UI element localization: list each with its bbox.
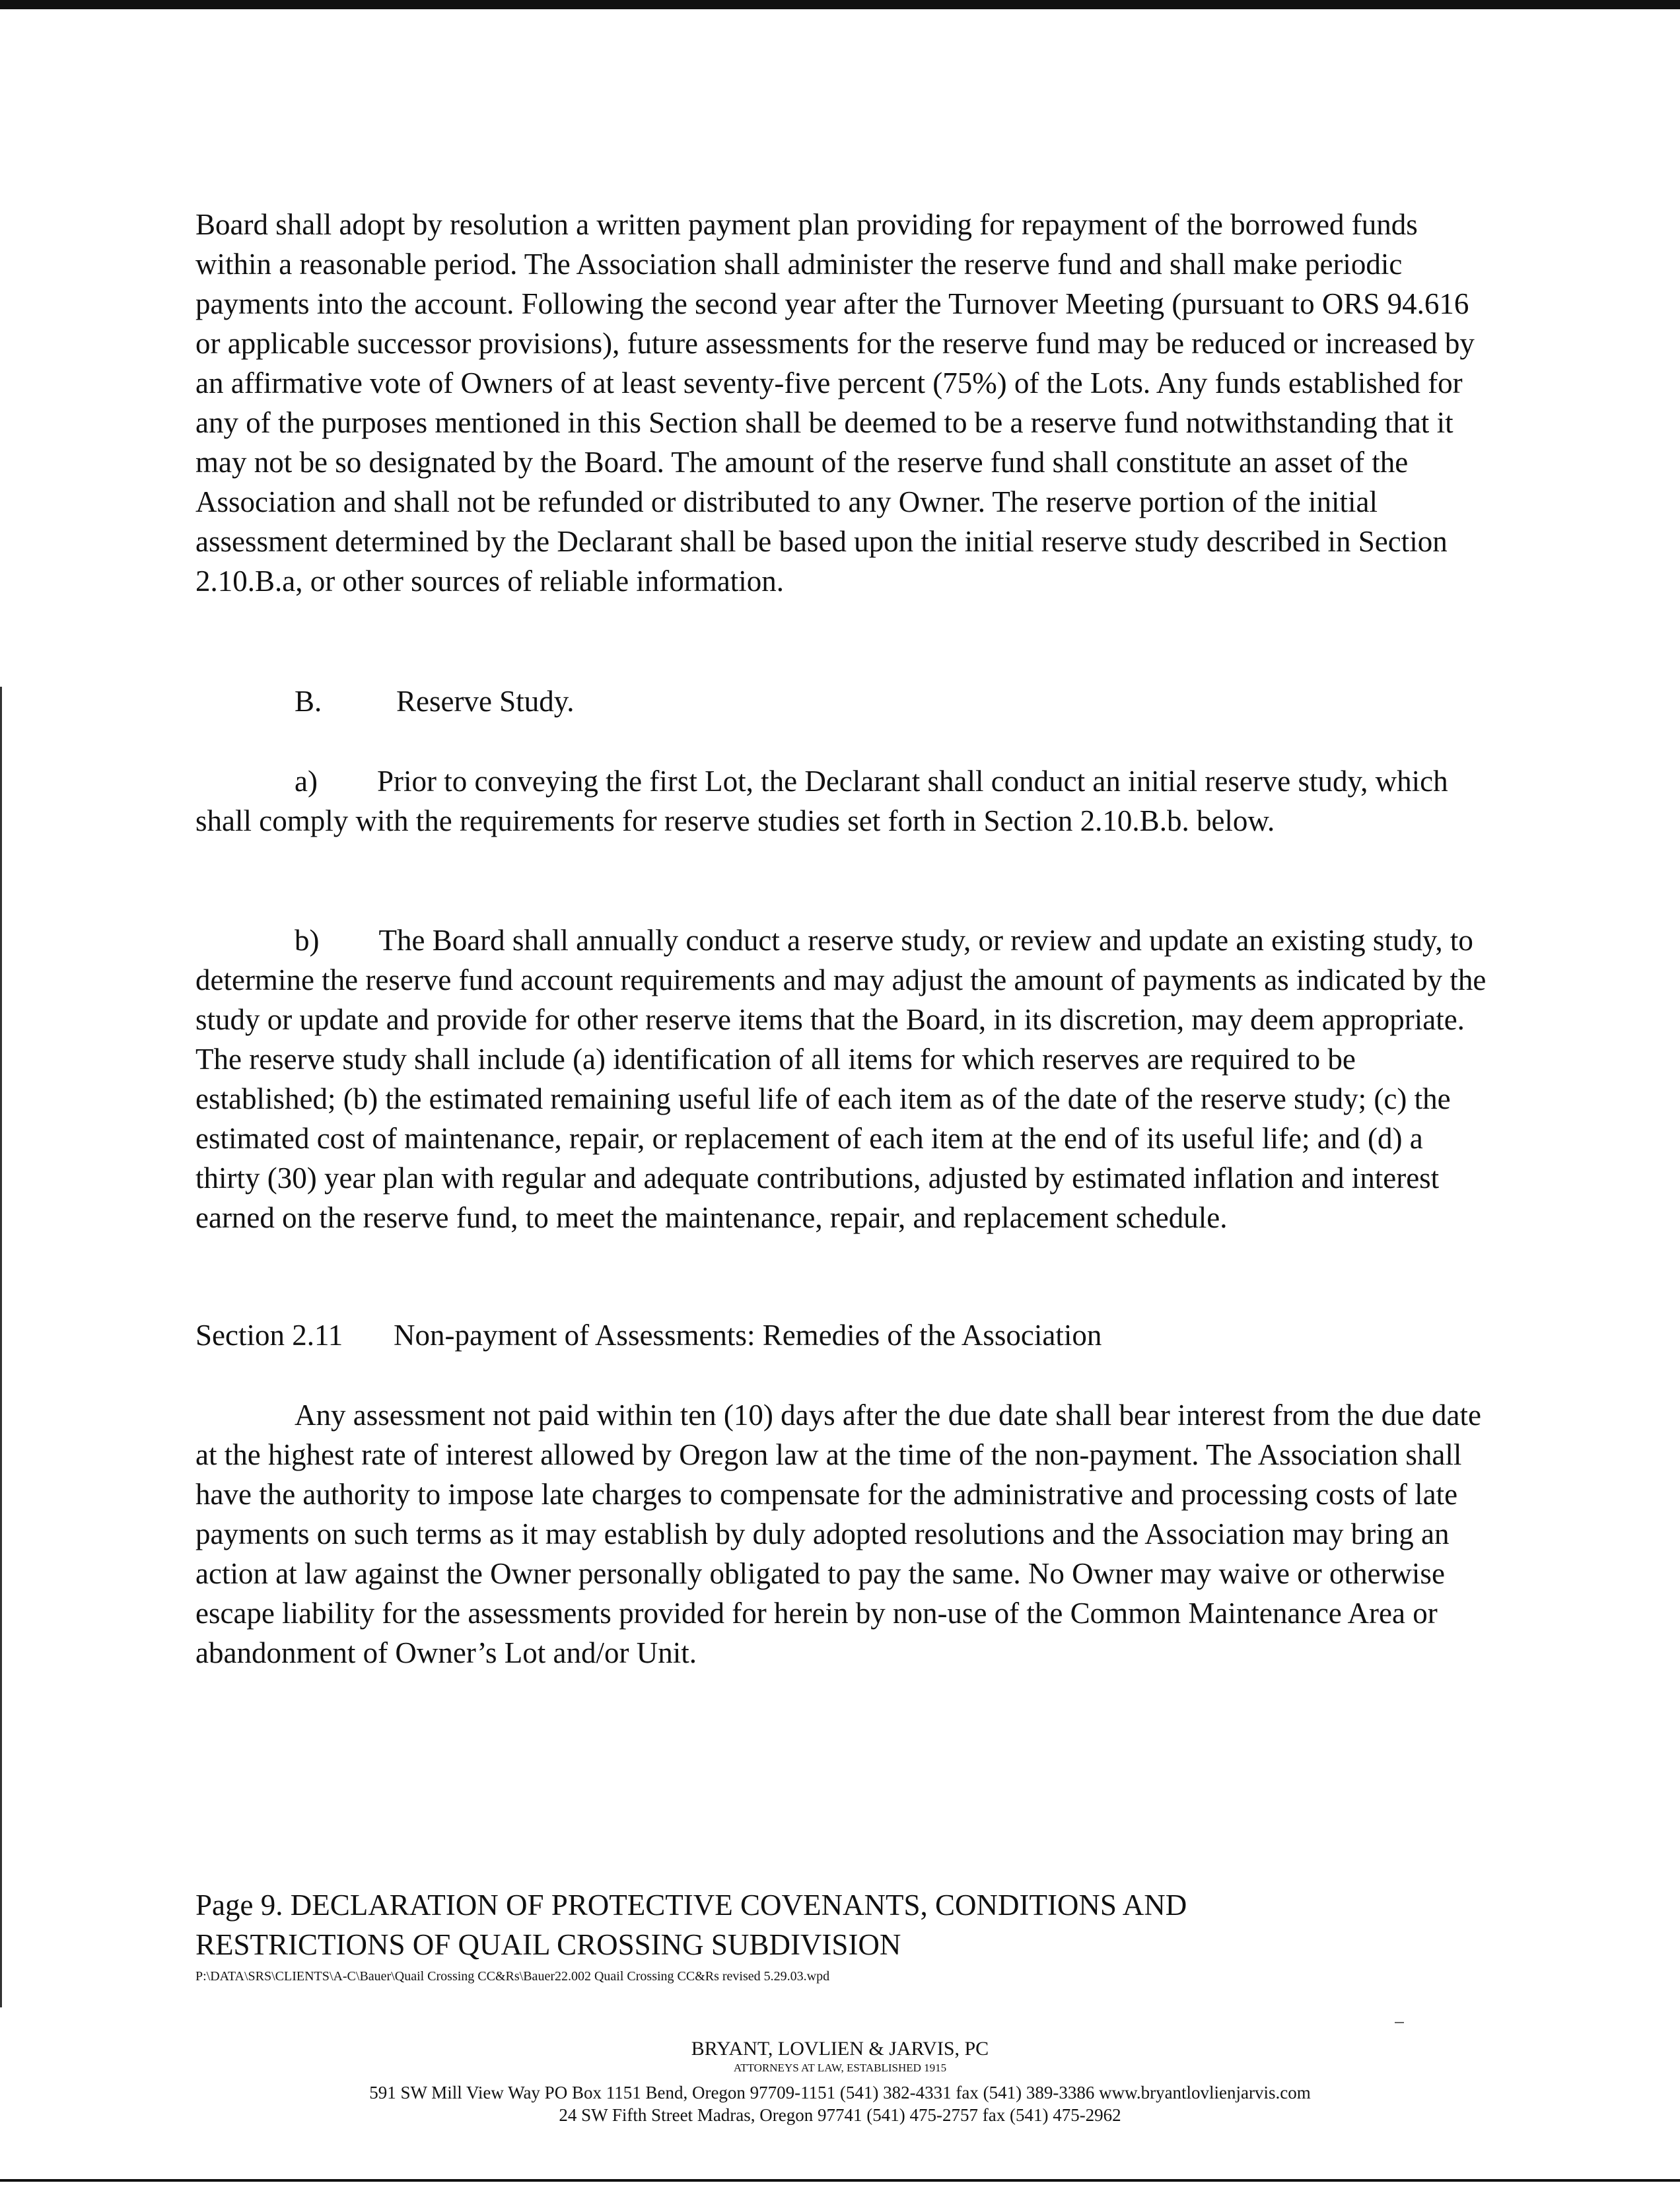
item-a-paragraph: a) Prior to conveying the first Lot, the Declarant shall conduct an initial reserve study, which shall comply with the requirements for reserve studies set forth in Section 2.10.B.b. below. (195, 765, 1448, 837)
firm-tagline: ATTORNEYS AT LAW, ESTABLISHED 1915 (733, 2062, 947, 2074)
subsection-b-title: Reserve Study. (396, 685, 575, 718)
footer-title-line1: Page 9. DECLARATION OF PROTECTIVE COVENANTS, CONDITIONS AND (195, 1889, 1187, 1922)
section-number: Section 2.11 (195, 1319, 343, 1352)
paragraph-nonpayment: Any assessment not paid within ten (10) days after the due date shall bear interest from the due date at the highest rate of interest allowed by Oregon law at the time of the non-payment. The Association shall have the authority to impose late charges to compensate for the administrative and processing costs of late payments on such terms as it may establish by duly adopted resolutions and the Association may bring an action at law against the Owner personally obligated to pay the same. No Owner may waive or otherwise escape liability for the assessments provided for herein by non-use of the Common Maintenance Area or abandonment of Owner’s Lot and/or Unit. (195, 1399, 1481, 1669)
footer-title-line2: RESTRICTIONS OF QUAIL CROSSING SUBDIVISION (195, 1928, 901, 1961)
item-b-paragraph: b) The Board shall annually conduct a reserve study, or review and update an existing study, to determine the reserve fund account requirements and may adjust the amount of payments as indicated by the study or update and provide for other reserve items that the Board, in its discretion, may deem appropriate. The reserve study shall include (a) identification of all items for which reserves are required to be established; (b) the estimated remaining useful life of each item as of the date of the reserve study; (c) the estimated cost of maintenance, repair, or replacement of each item at the end of its useful life; and (d) a thirty (30) year plan with regular and adequate contributions, adjusted by estimated inflation and interest earned on the reserve fund, to meet the maintenance, repair, and replacement schedule. (195, 924, 1487, 1234)
page-footer-title (195, 1885, 1450, 1964)
firm-address-madras: 24 SW Fifth Street Madras, Oregon 97741 (541) 475-2757 fax (541) 475-2962 (559, 2105, 1121, 2125)
section-2-11-heading (195, 1315, 1102, 1355)
scan-top-border (0, 0, 1680, 9)
subsection-b-label: B. (295, 685, 322, 718)
firm-address-bend: 591 SW Mill View Way PO Box 1151 Bend, Oregon 97709-1151 (541) 382-4331 fax (541) 389-3386 www.bryantlovlienjarvis.com (369, 2083, 1311, 2102)
scan-bottom-border (0, 2179, 1680, 2182)
section-title: Non-payment of Assessments: Remedies of the Association (394, 1319, 1102, 1352)
firm-name: BRYANT, LOVLIEN & JARVIS, PC (691, 2038, 989, 2060)
scan-mark (1395, 2022, 1404, 2023)
scan-left-edge (0, 687, 2, 2007)
paragraph-reserve-fund: Board shall adopt by resolution a written payment plan providing for repayment of the borrowed funds within a reasonable period. The Association shall administer the reserve fund and shall make periodic payments into the account. Following the second year after the Turnover Meeting (pursuant to ORS 94.616 or applicable successor provisions), future assessments for the reserve fund may be reduced or increased by an affirmative vote of Owners of at least seventy-five percent (75%) of the Lots. Any funds established for any of the purposes mentioned in this Section shall be deemed to be a reserve fund notwithstanding that it may not be so designated by the Board. The amount of the reserve fund shall constitute an asset of the Association and shall not be refunded or distributed to any Owner. The reserve portion of the initial assessment determined by the Declarant shall be based upon the initial reserve study described in Section 2.10.B.a, or other sources of reliable information. (195, 208, 1475, 598)
file-path: P:\DATA\SRS\CLIENTS\A-C\Bauer\Quail Crossing CC&Rs\Bauer22.002 Quail Crossing CC&Rs revised 5.29.03.wpd (195, 1969, 830, 1984)
